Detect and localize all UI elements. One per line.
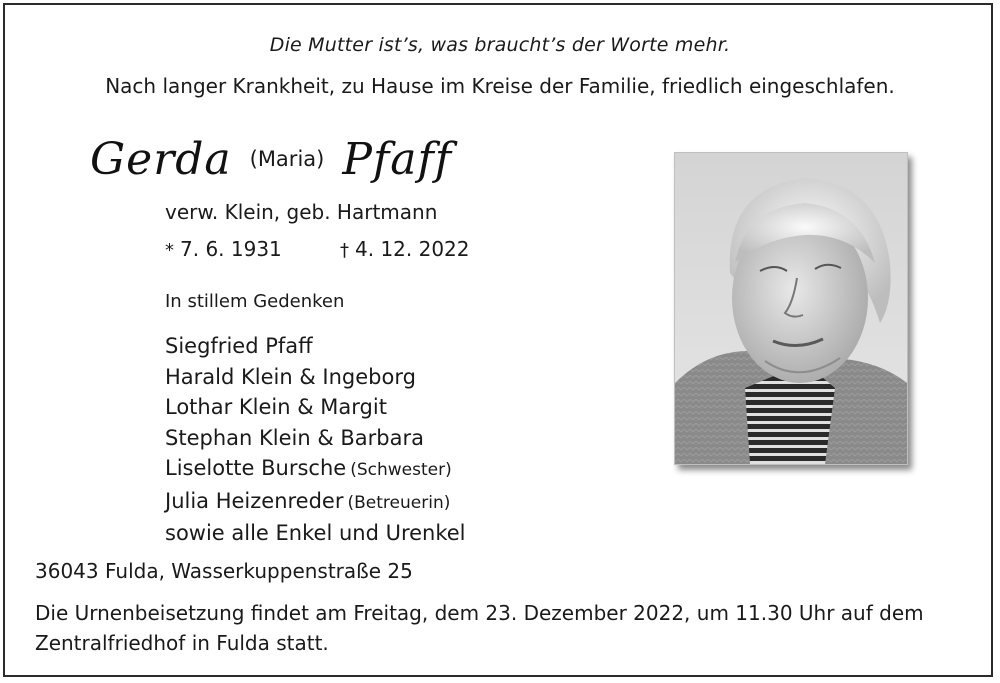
mourner-note: (Schwester) bbox=[350, 460, 452, 480]
mourner-name: Siegfried Pfaff bbox=[165, 334, 313, 358]
mourner-name: Stephan Klein & Barbara bbox=[165, 425, 424, 450]
mourners-list bbox=[165, 331, 466, 549]
portrait-photo bbox=[674, 152, 908, 465]
died-symbol: † bbox=[340, 240, 349, 261]
list-item bbox=[165, 331, 466, 362]
list-item bbox=[165, 392, 466, 423]
last-name: Pfaff bbox=[342, 134, 453, 185]
intro-text: Nach langer Krankheit, zu Hause im Kreise der Familie, friedlich eingeschlafen. bbox=[105, 74, 895, 98]
list-item bbox=[165, 362, 466, 393]
portrait-illustration bbox=[675, 153, 907, 464]
middle-name: (Maria) bbox=[249, 147, 325, 171]
address: 36043 Fulda, Wasserkuppenstraße 25 bbox=[35, 559, 413, 583]
born-symbol: * bbox=[165, 240, 174, 261]
mourner-name: Julia Heizenreder bbox=[165, 488, 344, 513]
list-item bbox=[165, 453, 466, 486]
list-item bbox=[165, 423, 466, 454]
quote: Die Mutter ist’s, was braucht’s der Worte mehr. bbox=[269, 34, 731, 56]
gedenken-label: In stillem Gedenken bbox=[165, 291, 345, 312]
maiden-line: verw. Klein, geb. Hartmann bbox=[165, 200, 438, 224]
mourner-name: Harald Klein & Ingeborg bbox=[165, 364, 416, 389]
list-item bbox=[165, 486, 466, 519]
mourner-name: Lothar Klein & Margit bbox=[165, 395, 387, 419]
mourner-note: (Betreuerin) bbox=[347, 492, 451, 513]
mourner-name: sowie alle Enkel und Urenkel bbox=[165, 521, 466, 545]
first-name: Gerda bbox=[90, 134, 232, 185]
died-group bbox=[340, 237, 470, 261]
died-date: 4. 12. 2022 bbox=[355, 237, 470, 261]
list-item bbox=[165, 518, 466, 549]
born-date: 7. 6. 1931 bbox=[180, 237, 282, 261]
mourner-name: Liselotte Bursche bbox=[165, 456, 347, 480]
life-dates bbox=[165, 237, 470, 261]
deceased-name bbox=[90, 134, 452, 185]
burial-notice: Die Urnenbeisetzung findet am Freitag, dem 23. Dezember 2022, um 11.30 Uhr auf dem Zentralfriedhof in Fulda statt. bbox=[35, 601, 924, 655]
